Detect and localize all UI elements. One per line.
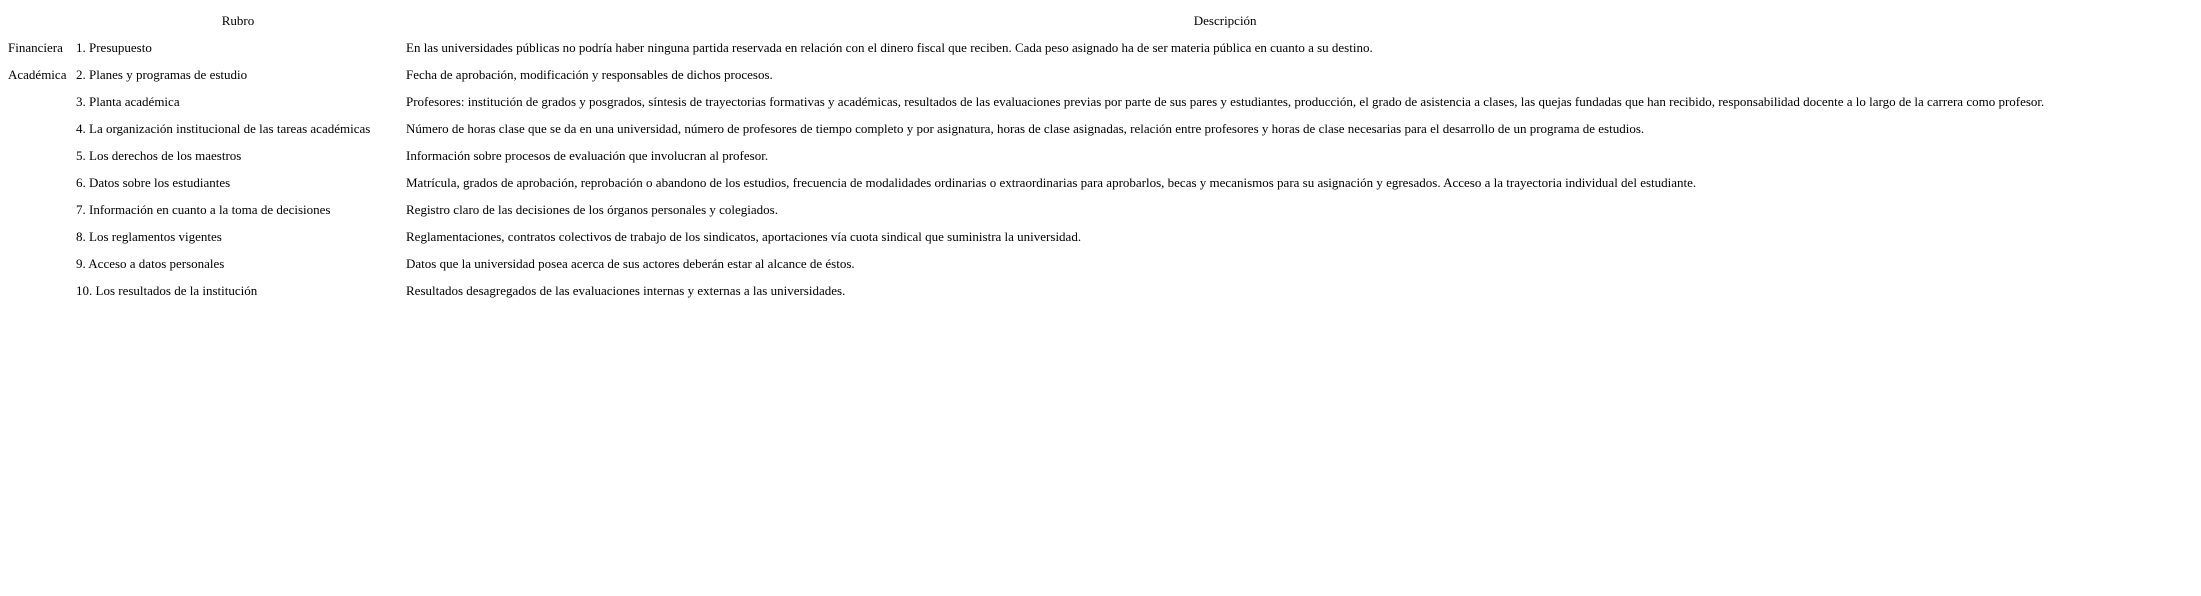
row-descripcion: Resultados desagregados de las evaluaciones internas y externas a las universidades.	[406, 282, 846, 298]
row-category	[6, 143, 72, 168]
header-rubro: Rubro	[221, 12, 255, 28]
table-row	[6, 116, 2046, 141]
table-row	[6, 35, 2046, 60]
header-descripcion: Descripción	[1193, 12, 1257, 28]
table-row	[6, 278, 2046, 303]
row-rubro: 8. Los reglamentos vigentes	[76, 228, 222, 244]
table-row	[6, 224, 2046, 249]
row-rubro: 7. Información en cuanto a la toma de decisiones	[76, 201, 331, 217]
row-category	[6, 170, 72, 195]
table-row	[6, 170, 2046, 195]
row-rubro: 5. Los derechos de los maestros	[76, 147, 242, 163]
table-header-row	[6, 8, 2046, 33]
row-descripcion: Reglamentaciones, contratos colectivos de trabajo de los sindicatos, aportaciones vía cuota sindical que suministra la universidad.	[406, 228, 1082, 244]
row-rubro: 9. Acceso a datos personales	[76, 255, 225, 271]
row-category	[6, 224, 72, 249]
row-category	[6, 278, 72, 303]
table-row	[6, 89, 2046, 114]
table-row	[6, 197, 2046, 222]
row-descripcion: Fecha de aprobación, modificación y responsables de dichos procesos.	[406, 66, 773, 82]
row-category	[6, 251, 72, 276]
header-category	[6, 8, 72, 33]
row-descripcion: Número de horas clase que se da en una universidad, número de profesores de tiempo completo y por asignatura, horas de clase asignadas, relación entre profesores y horas de clase necesarias para el desarrollo de un programa de estudios.	[406, 120, 1645, 136]
row-category: Académica	[8, 66, 67, 82]
row-category: Financiera	[8, 39, 63, 55]
row-rubro: 1. Presupuesto	[76, 39, 152, 55]
transparency-table	[4, 6, 2048, 305]
table-row	[6, 62, 2046, 87]
row-rubro: 6. Datos sobre los estudiantes	[76, 174, 231, 190]
row-rubro: 2. Planes y programas de estudio	[76, 66, 248, 82]
row-category	[6, 116, 72, 141]
table-row	[6, 143, 2046, 168]
row-descripcion: Datos que la universidad posea acerca de sus actores deberán estar al alcance de éstos.	[406, 255, 855, 271]
row-descripcion: Matrícula, grados de aprobación, reprobación o abandono de los estudios, frecuencia de modalidades ordinarias o extraordinarias para aprobarlos, becas y mecanismos para su asignación y egresados. Acceso a la trayectoria individual del estudiante.	[406, 174, 1697, 190]
row-descripcion: En las universidades públicas no podría haber ninguna partida reservada en relación con el dinero fiscal que reciben. Cada peso asignado ha de ser materia pública en cuanto a su destino.	[406, 39, 1373, 55]
row-category	[6, 197, 72, 222]
row-rubro: 10. Los resultados de la institución	[76, 282, 258, 298]
row-rubro: 3. Planta académica	[76, 93, 180, 109]
row-descripcion: Registro claro de las decisiones de los órganos personales y colegiados.	[406, 201, 778, 217]
row-category	[6, 89, 72, 114]
table-row	[6, 251, 2046, 276]
row-descripcion: Profesores: institución de grados y posgrados, síntesis de trayectorias formativas y académicas, resultados de las evaluaciones previas por parte de sus pares y estudiantes, producción, el grado de asistencia a clases, las quejas fundadas que han recibido, responsabilidad docente a lo largo de la carrera como profesor.	[406, 93, 2045, 109]
row-rubro: 4. La organización institucional de las tareas académicas	[76, 120, 371, 136]
row-descripcion: Información sobre procesos de evaluación que involucran al profesor.	[406, 147, 769, 163]
